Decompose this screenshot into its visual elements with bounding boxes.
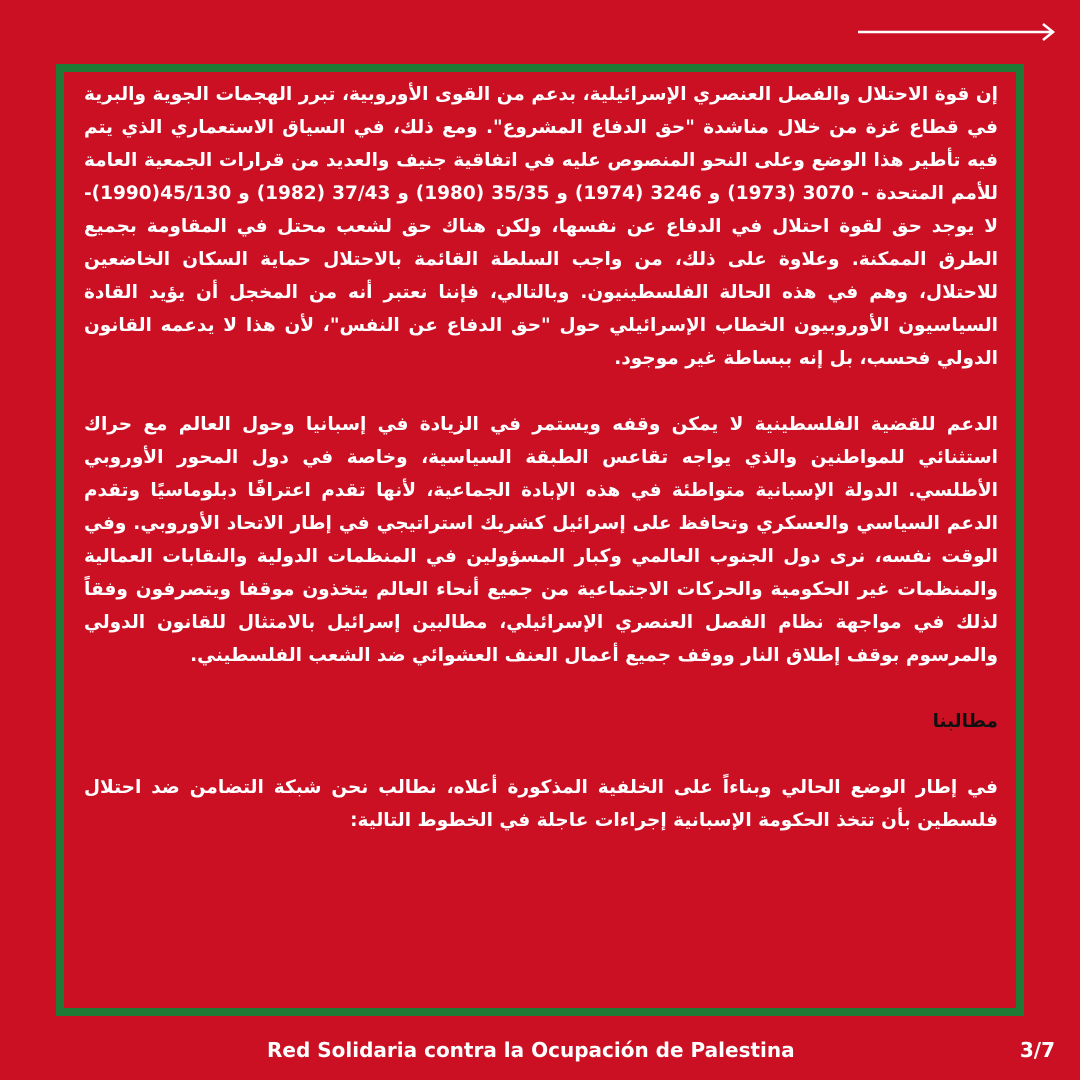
paragraph-demands-intro: في إطار الوضع الحالي وبناءاً على الخلفية المذكورة أعلاه، نطالب نحن شبكة التضامن ضد احتلال فلسطين بأن تتخذ الحكومة الإسبانية إجراءات عاجلة في الخطوط التالية: [84,777,998,831]
section-heading-demands: مطالبنا [932,711,998,732]
article-body [84,78,998,978]
footer-organization: Red Solidaria contra la Ocupación de Palestina [267,1038,795,1062]
arrow-right-icon[interactable] [856,20,1058,44]
paragraph-self-defense: إن قوة الاحتلال والفصل العنصري الإسرائيلية، بدعم من القوى الأوروبية، تبرر الهجمات الجوية والبرية في قطاع غزة من خلال مناشدة "حق الدفاع المشروع". ومع ذلك، في السياق الاستعماري الذي يتم فيه تأطير هذا الوضع وعلى النحو المنصوص عليه في اتفاقية جنيف والعديد من قرارات الجمعية العامة للأمم المتحدة - 3070 (1973) و 3246 (1974) و 35/35 (1980) و 37/43 (1982) و 45/130(1990)- لا يوجد حق لقوة احتلال في الدفاع عن نفسها، ولكن هناك حق لشعب محتل في المقاومة بجميع الطرق الممكنة. وعلاوة على ذلك، من واجب السلطة القائمة بالاحتلال حماية السكان الخاضعين للاحتلال، وهم في هذه الحالة الفلسطينيون. وبالتالي، فإننا نعتبر أنه من المخجل أن يؤيد القادة السياسيون الأوروبيون الخطاب الإسرائيلي حول "حق الدفاع عن النفس"، لأن هذا لا يدعمه القانون الدولي فحسب، بل إنه ببساطة غير موجود. [84,84,998,369]
page-indicator: 3/7 [1019,1038,1055,1062]
paragraph-solidarity: الدعم للقضية الفلسطينية لا يمكن وقفه ويستمر في الزيادة في إسبانيا وحول العالم مع حراك استثنائي للمواطنين والذي يواجه تقاعس الطبقة السياسية، وخاصة في دول المحور الأوروبي الأطلسي. الدولة الإسبانية متواطئة في هذه الإبادة الجماعية، لأنها تقدم اعترافًا دبلوماسيًا وتقدم الدعم السياسي والعسكري وتحافظ على إسرائيل كشريك استراتيجي في إطار الاتحاد الأوروبي. وفي الوقت نفسه، نرى دول الجنوب العالمي وكبار المسؤولين في المنظمات الدولية والنقابات العمالية والمنظمات غير الحكومية والحركات الاجتماعية من جميع أنحاء العالم يتخذون موقفا ويتصرفون وفقاً لذلك في مواجهة نظام الفصل العنصري الإسرائيلي، مطالبين إسرائيل بالامتثال للقانون الدولي والمرسوم بوقف إطلاق النار ووقف جميع أعمال العنف العشوائي ضد الشعب الفلسطيني. [84,414,998,666]
